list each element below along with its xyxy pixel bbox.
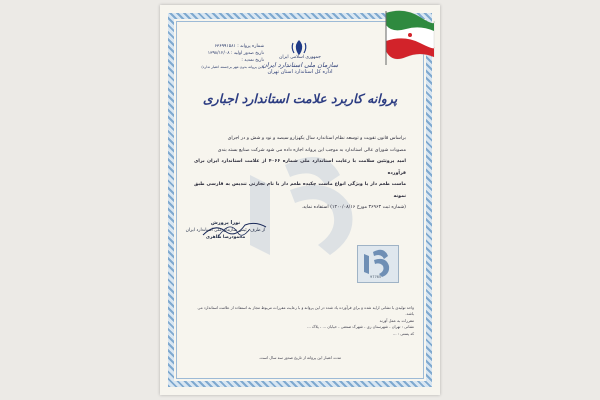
footer-line-4: کد پستی : ... (392, 330, 414, 336)
renewal-note: (این پروانه بدون مهر برجسته اعتبار ندارد) (201, 65, 264, 69)
certificate-body (194, 133, 406, 214)
body-line-3: امید پروتئین سلامت با رعایت استاندارد ملی شماره ۴۰۶۶ از علامت استاندارد ایران برای فرآورده (194, 159, 406, 176)
body-line-2: مصوبات شورای عالی استاندارد به موجب این پروانه اجازه داده می شود شرکت صنایع بسته بندی (217, 147, 406, 153)
body-line-5: (شماره ثبت ۳۶۹۶۳ مورخ ۱۴۰۰/۰۸/۱۶) استفاده نماید. (301, 205, 406, 210)
certificate-title: پروانه کاربرد علامت استاندارد اجباری (202, 91, 398, 106)
license-number: شماره پروانه : ۶۳۶۹۹۱۵۸۱ (214, 44, 264, 49)
footer-line-2: مقررات به عمل آورند (379, 317, 414, 323)
stamp-code: 97765 (370, 275, 382, 279)
footer-block (188, 305, 414, 337)
validity-note: مدت اعتبار این پروانه از تاریخ صدور سه سال است. (258, 355, 341, 360)
footer-line-1: واحد تولیدی با نشانی ارایه شده و برای فرآورده یاد شده در این پروانه و با رعایت مقررات مربوط مجاز به استفاده از علامت استاندارد می باشد. (197, 305, 414, 317)
body-line-1: براساس قانون تقویت و توسعه نظام استاندارد سال یکهزارو سیصد و نود و شش و در اجرای (227, 136, 406, 141)
signer-title: از طرف رئیس سازمان ملی استاندارد ایران (185, 228, 266, 233)
organization-block (250, 55, 350, 76)
province-office: اداره کل استاندارد استان تهران (267, 69, 333, 75)
issue-date: تاریخ صدور اولیه : ۱۳۹۸/۱۲/۰۸ (207, 51, 264, 56)
footer-line-3: نشانی : تهران - شهرستان ری - شهرک صنعتی - خیابان ... - پلاک ... (307, 324, 414, 330)
renewal-date: تاریخ تمدید : (241, 58, 264, 63)
certificate-paper (160, 5, 440, 395)
body-line-4: ماست طعم دار یا ویژگی انواع ماست چکیده طعم دار با نام تجارتی تندیس به فارسی طبق نمونه (194, 182, 406, 199)
signer-name: نورا پرورش (210, 220, 241, 226)
organization-name: سازمان ملی استاندارد ایران (261, 61, 339, 69)
director-name: محمودرضا طاهری (205, 235, 246, 240)
country-name: جمهوری اسلامی ایران (279, 55, 321, 60)
signature-block (178, 220, 273, 241)
iran-flag-icon (384, 7, 436, 65)
